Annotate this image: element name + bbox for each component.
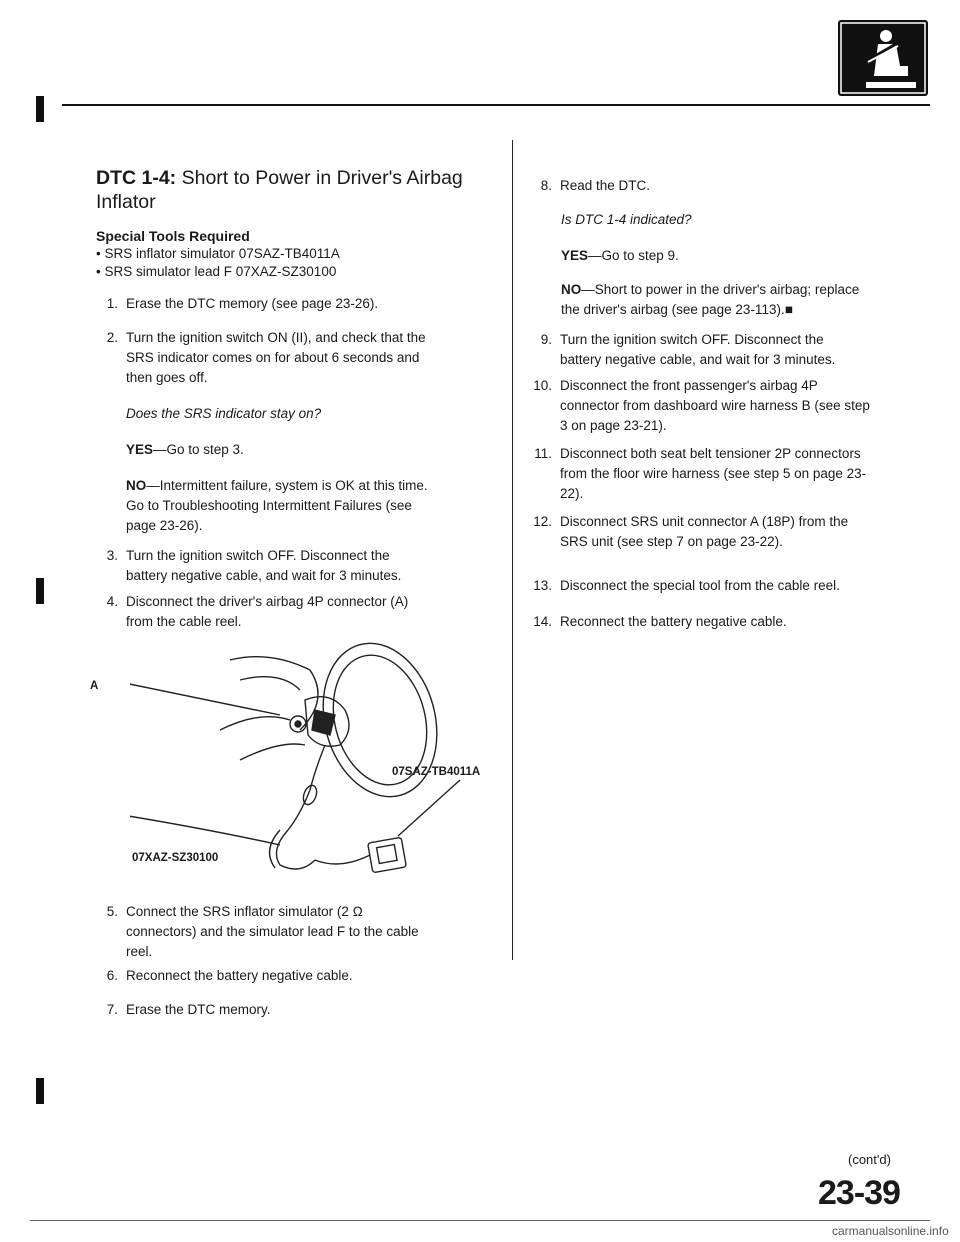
step-number: 3.	[106, 548, 118, 563]
step-text-line: Disconnect the front passenger's airbag 4P	[560, 378, 818, 393]
step-text-line: 22).	[560, 486, 584, 501]
tool-item: • SRS simulator lead F 07XAZ-SZ30100	[96, 264, 337, 279]
step-text: Erase the DTC memory.	[126, 1002, 271, 1017]
step-text: Erase the DTC memory (see page 23-26).	[126, 296, 379, 311]
no-text-line: Go to Troubleshooting Intermittent Failures (see	[126, 498, 412, 513]
step-number: 12.	[533, 514, 552, 529]
figure-label-lead: 07XAZ-SZ30100	[132, 852, 219, 864]
page-title	[96, 166, 516, 214]
step-text-line: reel.	[126, 944, 153, 959]
step-text-line: connectors) and the simulator lead F to the cable	[126, 924, 419, 939]
corner-mark-mid	[36, 578, 44, 604]
step-2-no	[126, 476, 506, 536]
corner-mark-top	[36, 96, 44, 122]
yes-text: —Go to step 9.	[588, 248, 679, 263]
step-8-no	[561, 280, 931, 320]
step-text-line: battery negative cable, and wait for 3 minutes.	[126, 568, 402, 583]
figure-label-a: A	[90, 680, 99, 692]
step-text-line: from the floor wire harness (see step 5 on page 23-	[560, 466, 867, 481]
step-number: 13.	[533, 578, 552, 593]
step-text-line: from the cable reel.	[126, 614, 242, 629]
step-number: 1.	[106, 296, 118, 311]
step-8-yes	[561, 246, 679, 266]
corner-mark-low	[36, 1078, 44, 1104]
step-text: Read the DTC.	[560, 178, 651, 193]
step-text-line: then goes off.	[126, 370, 208, 385]
step-number: 4.	[106, 594, 118, 609]
step-number: 2.	[106, 330, 118, 345]
continued-note: (cont'd)	[848, 1152, 891, 1167]
no-text-line: —Short to power in the driver's airbag; replace	[581, 282, 860, 297]
no-text-line: page 23-26).	[126, 518, 203, 533]
step-text-line: 3 on page 23-21).	[560, 418, 667, 433]
header-rule	[62, 104, 930, 106]
figure-label-simulator: 07SAZ-TB4011A	[392, 766, 481, 778]
step-text-line: Turn the ignition switch OFF. Disconnect the	[560, 332, 824, 347]
seatbelt-person-icon	[838, 20, 928, 96]
no-label: NO	[126, 478, 147, 493]
step-8-question: Is DTC 1-4 indicated?	[561, 212, 692, 227]
step-text: Disconnect the special tool from the cable reel.	[560, 578, 840, 593]
step-text-line: SRS indicator comes on for about 6 seconds and	[126, 350, 420, 365]
step-2-question: Does the SRS indicator stay on?	[126, 406, 322, 421]
step-text-line: battery negative cable, and wait for 3 minutes.	[560, 352, 836, 367]
step-text-line: Disconnect SRS unit connector A (18P) from the	[560, 514, 849, 529]
no-text-line: —Intermittent failure, system is OK at this time.	[146, 478, 428, 493]
steering-wheel-illustration	[130, 640, 500, 880]
footer-watermark: carmanualsonline.info	[832, 1224, 949, 1238]
column-divider	[512, 140, 513, 960]
step-number: 6.	[106, 968, 118, 983]
no-label: NO	[561, 282, 582, 297]
no-text-line: the driver's airbag (see page 23-113).■	[561, 302, 793, 317]
title-text: Short to Power in Driver's Airbag Inflator	[96, 167, 463, 213]
step-text: Reconnect the battery negative cable.	[126, 968, 353, 983]
step-number: 8.	[540, 178, 552, 193]
step-number: 11.	[534, 446, 552, 461]
yes-text: —Go to step 3.	[153, 442, 244, 457]
step-number: 9.	[540, 332, 552, 347]
tools-heading: Special Tools Required	[96, 228, 250, 244]
tool-item: • SRS inflator simulator 07SAZ-TB4011A	[96, 246, 340, 261]
footer-rule	[30, 1220, 930, 1221]
yes-label: YES	[561, 248, 589, 263]
step-text-line: Turn the ignition switch OFF. Disconnect the	[126, 548, 390, 563]
step-number: 10.	[533, 378, 552, 393]
step-text-line: Disconnect both seat belt tensioner 2P connectors	[560, 446, 861, 461]
step-text-line: connector from dashboard wire harness B (see step	[560, 398, 870, 413]
step-text-line: Disconnect the driver's airbag 4P connector (A)	[126, 594, 409, 609]
step-text: Reconnect the battery negative cable.	[560, 614, 787, 629]
step-text-line: SRS unit (see step 7 on page 23-22).	[560, 534, 783, 549]
yes-label: YES	[126, 442, 154, 457]
step-number: 14.	[533, 614, 552, 629]
steering-wheel-figure	[130, 640, 500, 880]
step-text-line: Turn the ignition switch ON (II), and check that the	[126, 330, 426, 345]
step-number: 5.	[106, 904, 118, 919]
step-number: 7.	[106, 1002, 118, 1017]
step-text-line: Connect the SRS inflator simulator (2 Ω	[126, 904, 363, 919]
page-number: 23-39	[818, 1174, 900, 1212]
step-2-yes	[126, 440, 244, 460]
title-dtc-code: DTC 1-4:	[96, 167, 177, 189]
